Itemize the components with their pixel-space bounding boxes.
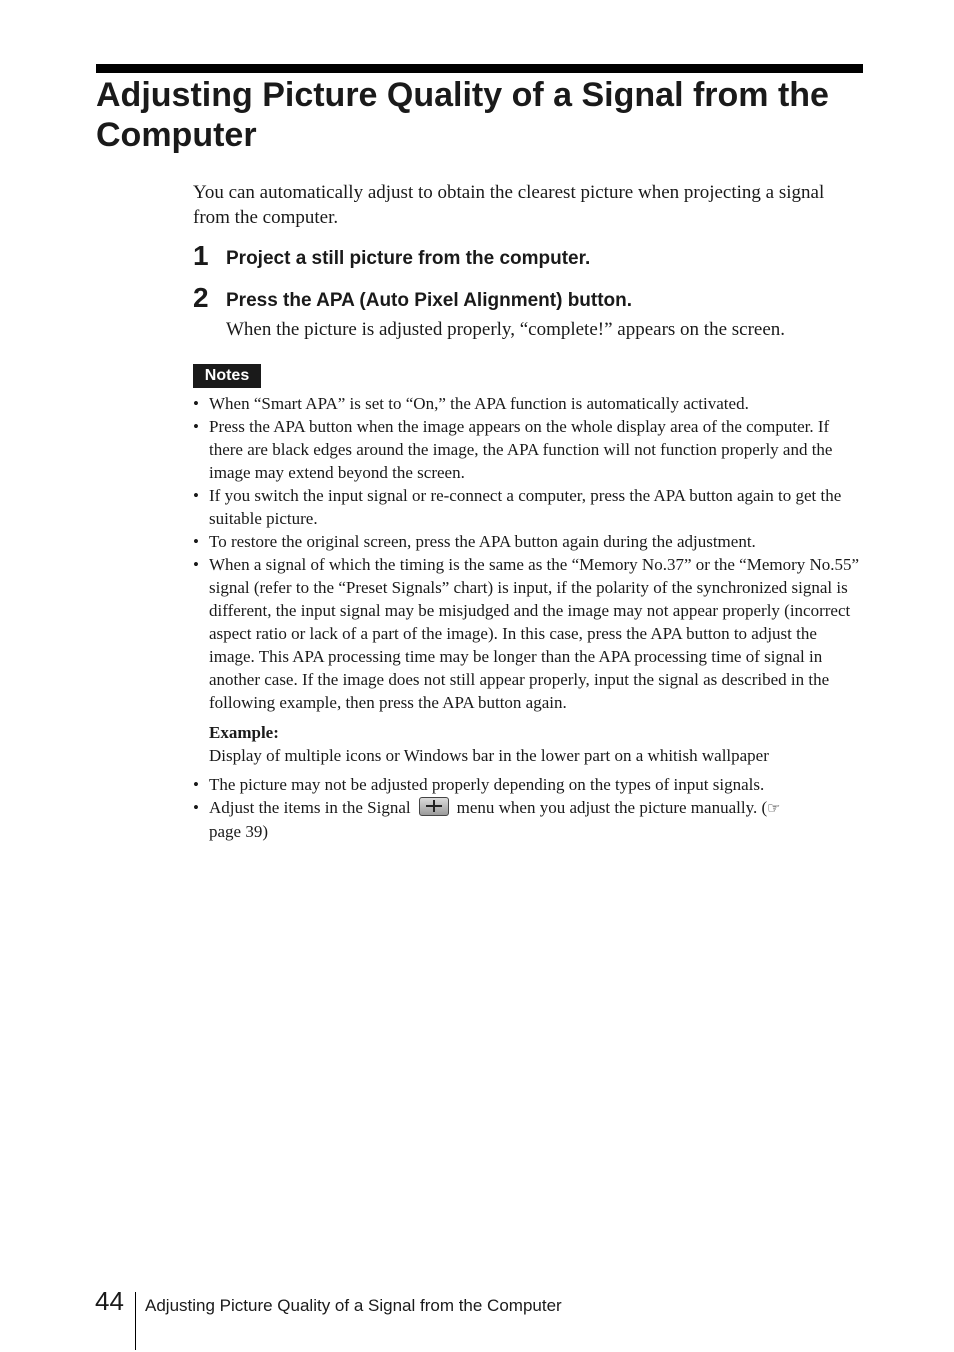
- signal-menu-icon: [419, 797, 449, 816]
- bullet: •: [193, 775, 199, 794]
- bullet: •: [193, 555, 199, 574]
- note-item: [193, 796, 865, 843]
- notes-list: [193, 392, 865, 843]
- note-text: If you switch the input signal or re-connect a computer, press the APA button again to get the suitable picture.: [209, 486, 842, 528]
- note-item: [193, 773, 865, 796]
- intro-paragraph: You can automatically adjust to obtain the clearest picture when projecting a signal from the computer.: [193, 182, 825, 228]
- bullet: •: [193, 532, 199, 551]
- note-item: [193, 484, 865, 530]
- step-text: Press the APA (Auto Pixel Alignment) button.: [226, 290, 633, 311]
- footer-divider: [135, 1292, 136, 1350]
- page-reference-icon: ☞: [767, 799, 781, 817]
- note-item: [193, 392, 865, 415]
- bullet: •: [193, 486, 199, 505]
- bullet: •: [193, 394, 199, 413]
- note-item: [193, 530, 865, 553]
- page-number: 44: [95, 1286, 124, 1316]
- step-number: 2: [193, 282, 209, 313]
- note-text-before-icon: Adjust the items in the Signal: [209, 798, 411, 817]
- page-reference-text: page 39): [209, 822, 269, 841]
- note-text: Press the APA button when the image appears on the whole display area of the computer. If there are black edges around the image, the APA function will not function properly and the image may extend beyond the screen.: [209, 417, 833, 482]
- page-title: Adjusting Picture Quality of a Signal from the Computer: [96, 76, 829, 154]
- note-text: When a signal of which the timing is the same as the “Memory No.37” or the “Memory No.55” signal (refer to the “Preset Signals” chart) is input, if the polarity of the synchronized signal is different, the input signal may be misjudged and the image may not appear properly (incorrect aspect ratio or lack of a part of the image). In this case, press the APA button to adjust the image. This APA processing time may be longer than the APA processing time of signal in another case. If the image does not still appear properly, input the signal as described in the following example, then press the APA button again.: [209, 555, 860, 712]
- note-text: To restore the original screen, press the APA button again during the adjustment.: [209, 532, 756, 551]
- title-rule: [96, 64, 863, 73]
- bullet: •: [193, 417, 199, 436]
- step-number: 1: [193, 240, 209, 271]
- step-text: Project a still picture from the computer.: [226, 248, 591, 269]
- example-heading: Example:: [209, 723, 279, 742]
- example-text: Display of multiple icons or Windows bar in the lower part on a whitish wallpaper: [209, 746, 769, 765]
- note-text-after-icon: menu when you adjust the picture manually. (: [456, 798, 768, 817]
- note-text: When “Smart APA” is set to “On,” the APA function is automatically activated.: [209, 394, 749, 413]
- notes-badge: Notes: [193, 364, 261, 388]
- note-item: [193, 415, 865, 484]
- note-item: [193, 553, 865, 714]
- step-detail: When the picture is adjusted properly, “complete!” appears on the screen.: [226, 319, 786, 340]
- bullet: •: [193, 798, 199, 817]
- footer-title: Adjusting Picture Quality of a Signal from the Computer: [145, 1296, 562, 1315]
- note-text: The picture may not be adjusted properly depending on the types of input signals.: [209, 775, 765, 794]
